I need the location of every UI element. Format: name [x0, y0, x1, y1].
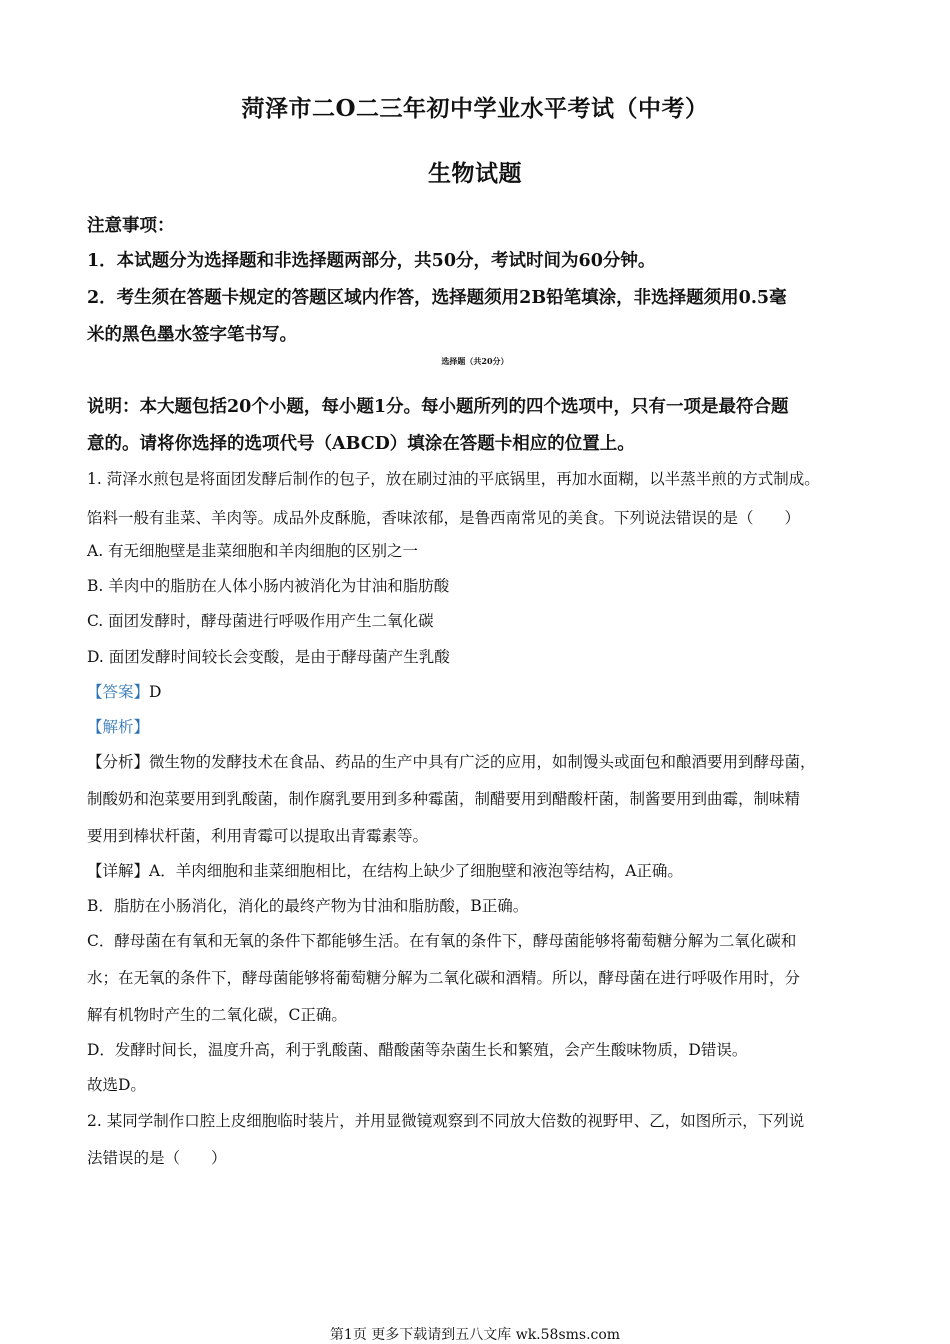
- analysis-overview-line-2: 制酸奶和泡菜要用到乳酸菌，制作腐乳要用到多种霉菌，制醋要用到醋酸杆菌，制酱要用到曲霉，制味精: [87, 790, 801, 808]
- detail-option-a: 【详解】A．羊肉细胞和韭菜细胞相比，在结构上缺少了细胞壁和液泡等结构，A正确。: [87, 862, 683, 880]
- notice-item-2-line-1: 2．考生须在答题卡规定的答题区域内作答，选择题须用2B铅笔填涂，非选择题须用0.5毫: [87, 288, 787, 308]
- section-title: 选择题（共20分）: [441, 356, 509, 366]
- question-1-stem-line-1: 1. 菏泽水煎包是将面团发酵后制作的包子，放在刷过油的平底锅里，再加水面糊，以半蒸半煎的方式制成。: [87, 470, 820, 488]
- question-2-stem-line-2: 法错误的是（ ）: [87, 1149, 227, 1167]
- question-1-option-d: D. 面团发酵时间较长会变酸，是由于酵母菌产生乳酸: [87, 648, 450, 666]
- section-description-line-2: 意的。请将你选择的选项代号（ABCD）填涂在答题卡相应的位置上。: [87, 434, 635, 454]
- answer-value: D: [149, 683, 162, 701]
- question-1-option-b: B. 羊肉中的脂肪在人体小肠内被消化为甘油和脂肪酸: [87, 577, 450, 595]
- question-1-option-c: C. 面团发酵时，酵母菌进行呼吸作用产生二氧化碳: [87, 612, 434, 630]
- analysis-overview-line-1: 【分析】微生物的发酵技术在食品、药品的生产中具有广泛的应用，如制馒头或面包和酿酒要用到酵母菌，: [87, 753, 816, 771]
- question-1-conclusion: 故选D。: [87, 1076, 146, 1094]
- exam-title: 菏泽市二O二三年初中学业水平考试（中考）: [241, 95, 709, 122]
- detail-option-c-line-2: 水；在无氧的条件下，酵母菌能够将葡萄糖分解为二氧化碳和酒精。所以，酵母菌在进行呼吸作用时，分: [87, 969, 801, 987]
- exam-subtitle: 生物试题: [428, 160, 522, 187]
- question-1-answer: [87, 680, 161, 702]
- section-description-line-1: 说明：本大题包括20个小题，每小题1分。每小题所列的四个选项中，只有一项是最符合题: [87, 397, 789, 417]
- detail-option-c-line-1: C．酵母菌在有氧和无氧的条件下都能够生活。在有氧的条件下，酵母菌能够将葡萄糖分解为二氧化碳和: [87, 932, 797, 950]
- analysis-label: 【解析】: [87, 718, 150, 736]
- question-2-stem-line-1: 2. 某同学制作口腔上皮细胞临时装片，并用显微镜观察到不同放大倍数的视野甲、乙，如图所示，下列说: [87, 1112, 805, 1130]
- question-1-option-a: A. 有无细胞壁是韭菜细胞和羊肉细胞的区别之一: [87, 542, 419, 560]
- page-footer: 第1页 更多下载请到五八文库 wk.58sms.com: [329, 1327, 621, 1343]
- detail-option-d: D．发酵时间长，温度升高，利于乳酸菌、醋酸菌等杂菌生长和繁殖，会产生酸味物质，D错误。: [87, 1041, 748, 1059]
- answer-label: 【答案】: [87, 683, 150, 701]
- notice-item-2-line-2: 米的黑色墨水签字笔书写。: [87, 325, 297, 345]
- notice-heading: 注意事项：: [87, 216, 175, 236]
- notice-item-1: 1．本试题分为选择题和非选择题两部分，共50分，考试时间为60分钟。: [87, 251, 656, 271]
- question-1-stem-line-2: 馅料一般有韭菜、羊肉等。成品外皮酥脆，香味浓郁，是鲁西南常见的美食。下列说法错误的是（ ）: [87, 509, 801, 527]
- analysis-overview-line-3: 要用到棒状杆菌，利用青霉可以提取出青霉素等。: [87, 827, 429, 845]
- detail-option-c-line-3: 解有机物时产生的二氧化碳，C正确。: [87, 1006, 347, 1024]
- detail-option-b: B．脂肪在小肠消化，消化的最终产物为甘油和脂肪酸，B正确。: [87, 897, 529, 915]
